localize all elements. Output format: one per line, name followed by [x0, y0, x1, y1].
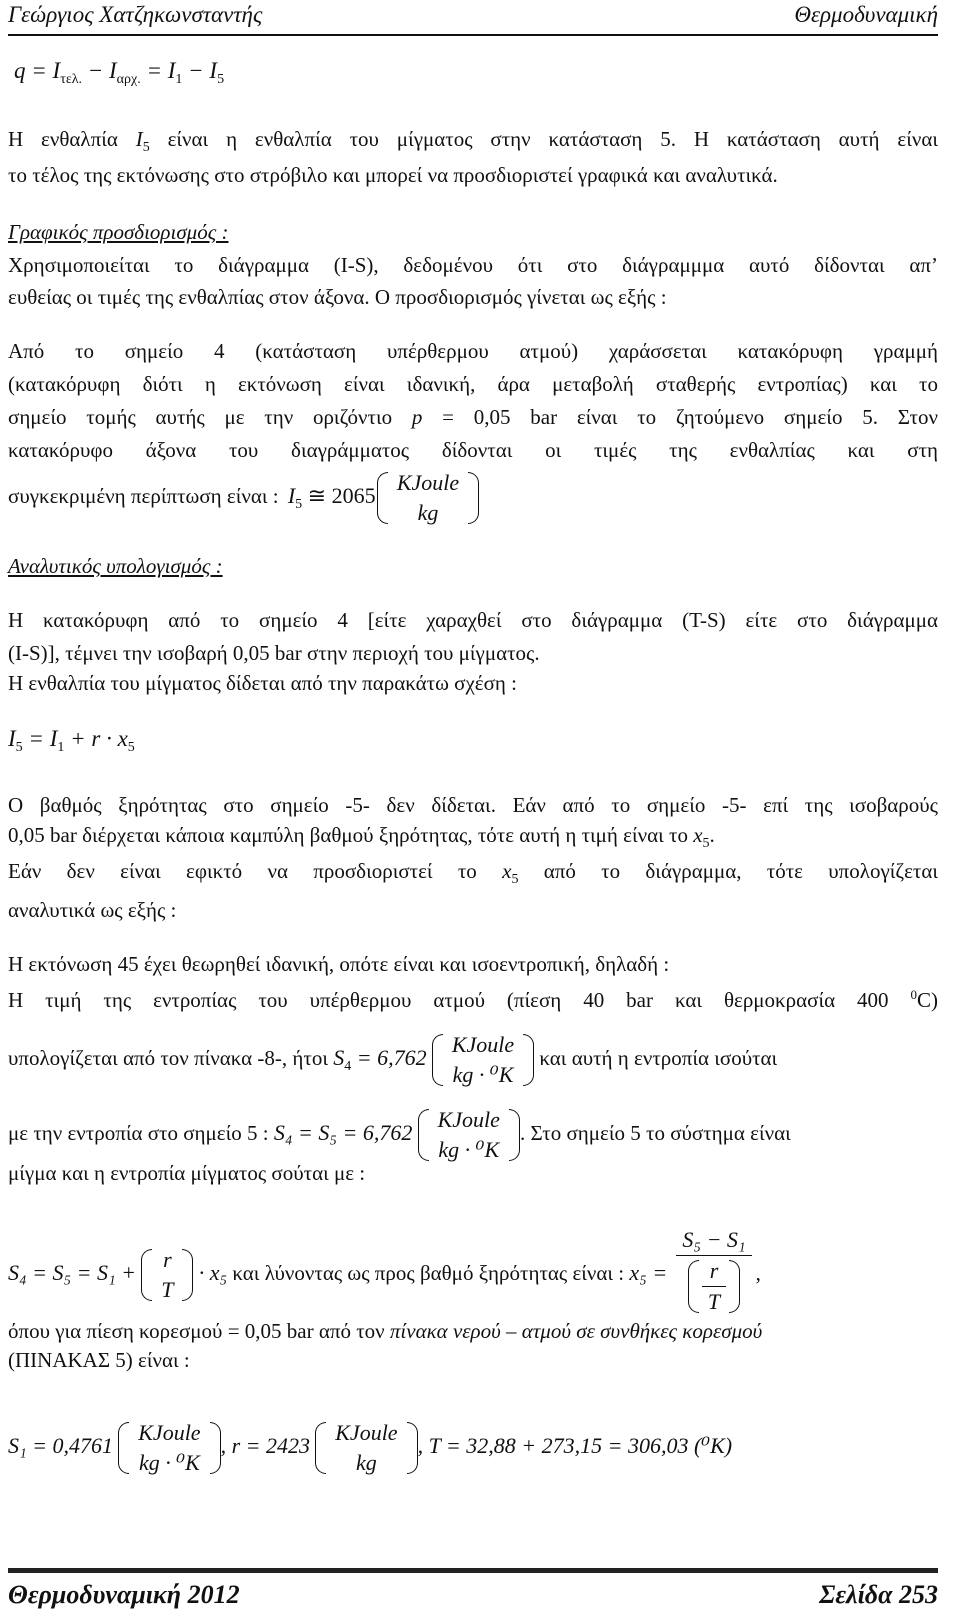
paragraph-line: Η ενθαλπία $I_5$ είναι η ενθαλπία του μίγματος στην κατάσταση 5. Η κατάσταση αυτή είναι	[8, 127, 938, 155]
paragraph-line: 0,05 bar διέρχεται κάποια καμπύλη βαθμού ξηρότητας, τότε αυτή η τιμή είναι το $x_5$.	[8, 823, 715, 851]
equation-quality-solution: S₄ = S₅ = S₁ + r T · x₅ και λύνοντας ως προς βαθμό ξηρότητας είναι : x₅ = $\frac{\text{S₅ − S₁}}{\frac{r}{T}}$ ,	[8, 1205, 938, 1305]
paragraph-line: αναλυτικά ως εξής :	[8, 898, 177, 922]
paragraph-line: Από το σημείο 4 (κατάσταση υπέρθερμου ατμού) χαράσσεται κατακόρυφη γραμμή	[8, 339, 938, 363]
paragraph-line: (κατακόρυφη διότι η εκτόνωση είναι ιδανική, άρα μεταβολή σταθερής εντροπίας) και το	[8, 372, 938, 396]
paragraph-line: Η κατακόρυφη από το σημείο 4 [είτε χαραχθεί στο διάγραμμα (T-S) είτε στο διάγραμμα	[8, 608, 938, 632]
section-heading-analytical: Αναλυτικός υπολογισμός :	[8, 554, 223, 578]
paragraph-line: σημείο τομής αυτής με την οριζόντιο p = 0,05 bar είναι το ζητούμενο σημείο 5. Στον	[8, 405, 938, 429]
header-author: Γεώργιος Χατζηκωνσταντής	[8, 2, 263, 27]
header-subject: Θερμοδυναμική	[794, 2, 938, 27]
paragraph-line: Ο βαθμός ξηρότητας στο σημείο -5- δεν δίδεται. Εάν από το σημείο -5- επί της ισοβαρούς	[8, 793, 938, 817]
entropy-s5-line: με την εντροπία στο σημείο 5 : S₄ = S₅ = 6,762 KJoule kg · ⁰K . Στο σημείο 5 το σύστημα είναι	[8, 1085, 938, 1155]
paragraph-line: ευθείας οι τιμές της ενθαλπίας στον άξονα. Ο προσδιορισμός γίνεται ως εξής :	[8, 285, 667, 309]
paragraph-line: Εάν δεν είναι εφικτό να προσδιοριστεί το $x_5$ από το διάγραμμα, τότε υπολογίζεται	[8, 859, 938, 887]
enthalpy-value-line: συγκεκριμένη περίπτωση είναι : $I_5$ ≅ 2065 KJoule kg	[8, 450, 938, 520]
header-rule	[8, 34, 938, 36]
equation-heat: $q = I_{\tau\varepsilon\lambda.} - I_{\alpha\rho\chi.} = I_1 - I_5$	[14, 58, 225, 87]
paragraph-line: μίγμα και η εντροπία μίγματος σούται με :	[8, 1161, 366, 1185]
section-heading-graphical: Γραφικός προσδιορισμός :	[8, 220, 229, 244]
paragraph-line: (ΠΙΝΑΚΑΣ 5) είναι :	[8, 1348, 190, 1372]
equation-saturation-values: S₁ = 0,4761 KJoule kg · ⁰K , r = 2423 KJoule kg , T = 32,88 + 273,15 = 306,03 (⁰K)	[8, 1398, 938, 1478]
paragraph-line: Η τιμή της εντροπίας του υπέρθερμου ατμού (πίεση 40 bar και θερμοκρασία 400 $^0$C)	[8, 987, 938, 1012]
page-number: Σελίδα 253	[819, 1580, 938, 1609]
paragraph-line: κατακόρυφο άξονα του διαγράμματος δίδονται οι τιμές της ενθαλπίας και στη	[8, 438, 938, 462]
equation-mixture-enthalpy: $I_5 = I_1 + r \cdot x_5$	[8, 726, 135, 755]
footer-title: Θερμοδυναμική 2012	[8, 1580, 240, 1609]
paragraph-line: Η εκτόνωση 45 έχει θεωρηθεί ιδανική, οπότε είναι και ισοεντροπική, δηλαδή :	[8, 952, 670, 976]
paragraph-line: Χρησιμοποιείται το διάγραμμα (I-S), δεδομένου ότι στο διάγραμμμα αυτό δίδονται απ’	[8, 253, 938, 277]
paragraph-line: το τέλος της εκτόνωσης στο στρόβιλο και μπορεί να προσδιοριστεί γραφικά και αναλυτικά.	[8, 163, 778, 187]
paragraph-line: (I-S)], τέμνει την ισοβαρή 0,05 bar στην περιοχή του μίγματος.	[8, 641, 540, 665]
footer-rule	[8, 1568, 938, 1573]
entropy-s4-line: υπολογίζεται από τον πίνακα -8-, ήτοι $S_4 = 6,762$ KJoule kg · ⁰K και αυτή η εντροπία ισούται	[8, 1010, 938, 1080]
paragraph-line: όπου για πίεση κορεσμού = 0,05 bar από τον πίνακα νερού – ατμού σε συνθήκες κορεσμού	[8, 1319, 763, 1343]
paragraph-line: Η ενθαλπία του μίγματος δίδεται από την παρακάτω σχέση :	[8, 671, 517, 695]
